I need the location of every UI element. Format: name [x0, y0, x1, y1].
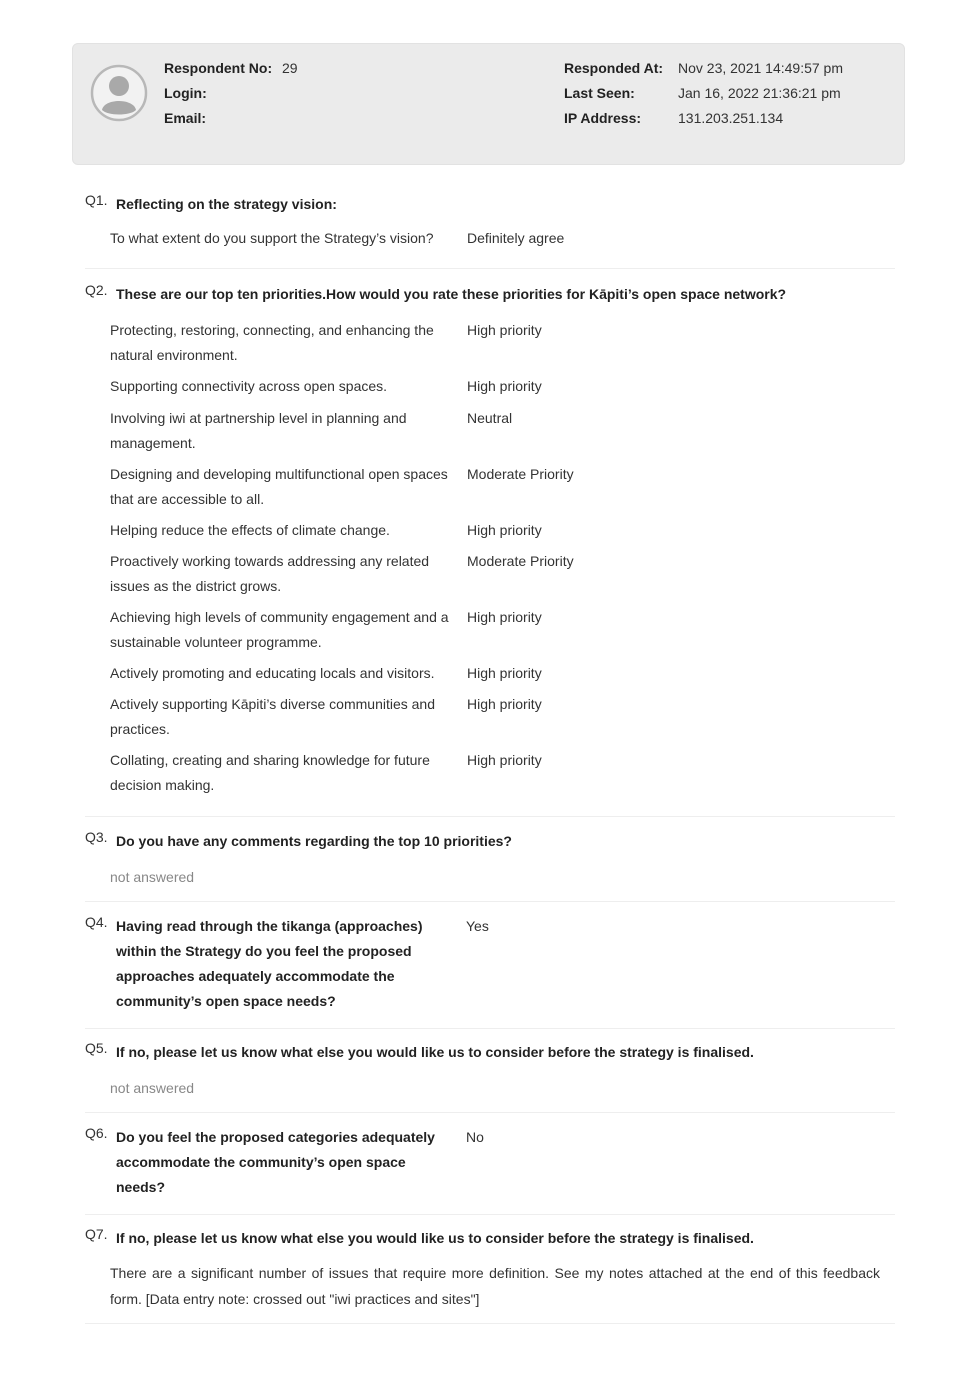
divider: [85, 901, 895, 902]
answer-value: High priority: [467, 322, 542, 338]
answer-value: No: [466, 1129, 484, 1145]
sub-question: Supporting connectivity across open spaces.: [110, 378, 388, 394]
free-text-answer: There are a significant number of issues that require more definition. See my notes attached at the end of this feedback form. [Data entry note: crossed out "iwi practices and sites"]: [110, 1265, 880, 1307]
ip-address-value: 131.203.251.134: [678, 110, 784, 126]
divider: [85, 1028, 895, 1029]
sub-question: Protecting, restoring, connecting, and enhancing the natural environment.: [110, 322, 434, 363]
sub-question: Actively supporting Kāpiti’s diverse communities and practices.: [110, 696, 436, 737]
question-number: Q2.: [85, 282, 108, 298]
question-text: Having read through the tikanga (approaches) within the Strategy do you feel the proposed approaches adequately accommodate the community’s open space needs?: [116, 918, 423, 1009]
question-number: Q3.: [85, 829, 108, 845]
answer-value: Moderate Priority: [467, 553, 574, 569]
question-number: Q1.: [85, 192, 108, 208]
divider: [85, 1323, 895, 1324]
divider: [85, 1214, 895, 1215]
email-label: Email:: [164, 110, 207, 126]
answer-value: Yes: [466, 918, 489, 934]
divider: [85, 268, 895, 269]
respondent-no-value: 29: [282, 60, 298, 76]
question-number: Q7.: [85, 1226, 108, 1242]
divider: [85, 1112, 895, 1113]
last-seen-label: Last Seen:: [564, 85, 635, 101]
question-number: Q5.: [85, 1040, 108, 1056]
user-avatar-icon: [90, 64, 148, 122]
question-text: Do you have any comments regarding the top 10 priorities?: [116, 833, 512, 849]
not-answered-text: not answered: [110, 869, 195, 885]
last-seen-value: Jan 16, 2022 21:36:21 pm: [678, 85, 841, 101]
answer-value: High priority: [467, 522, 542, 538]
sub-question: Helping reduce the effects of climate change.: [110, 522, 390, 538]
responded-at-label: Responded At:: [564, 60, 664, 76]
sub-question: Designing and developing multifunctional open spaces that are accessible to all.: [110, 466, 448, 507]
respondent-header: [72, 43, 905, 165]
sub-question: Actively promoting and educating locals and visitors.: [110, 665, 435, 681]
respondent-no-label: Respondent No:: [164, 60, 273, 76]
sub-question: Collating, creating and sharing knowledge for future decision making.: [110, 752, 430, 793]
answer-value: Definitely agree: [467, 230, 565, 246]
sub-question: Proactively working towards addressing any related issues as the district grows.: [110, 553, 430, 594]
sub-question: Involving iwi at partnership level in planning and management.: [110, 410, 407, 451]
answer-value: High priority: [467, 665, 542, 681]
login-label: Login:: [164, 85, 207, 101]
ip-address-label: IP Address:: [564, 110, 642, 126]
question-text: Reflecting on the strategy vision:: [116, 196, 337, 212]
question-text: These are our top ten priorities.How would you rate these priorities for Kāpiti’s open space network?: [116, 286, 787, 302]
sub-question: To what extent do you support the Strategy’s vision?: [110, 230, 434, 246]
question-text: If no, please let us know what else you would like us to consider before the strategy is finalised.: [116, 1044, 754, 1060]
question-text: Do you feel the proposed categories adequately accommodate the community’s open space needs?: [116, 1129, 435, 1195]
answer-value: High priority: [467, 378, 542, 394]
answer-value: Moderate Priority: [467, 466, 574, 482]
question-number: Q6.: [85, 1125, 108, 1141]
answer-value: High priority: [467, 696, 542, 712]
sub-question: Achieving high levels of community engagement and a sustainable volunteer programme.: [110, 609, 449, 650]
divider: [85, 816, 895, 817]
question-number: Q4.: [85, 914, 108, 930]
not-answered-text: not answered: [110, 1080, 195, 1096]
answer-value: Neutral: [467, 410, 513, 426]
responded-at-value: Nov 23, 2021 14:49:57 pm: [678, 60, 844, 76]
answer-value: High priority: [467, 752, 542, 768]
question-text: If no, please let us know what else you would like us to consider before the strategy is finalised.: [116, 1230, 754, 1246]
answer-value: High priority: [467, 609, 542, 625]
